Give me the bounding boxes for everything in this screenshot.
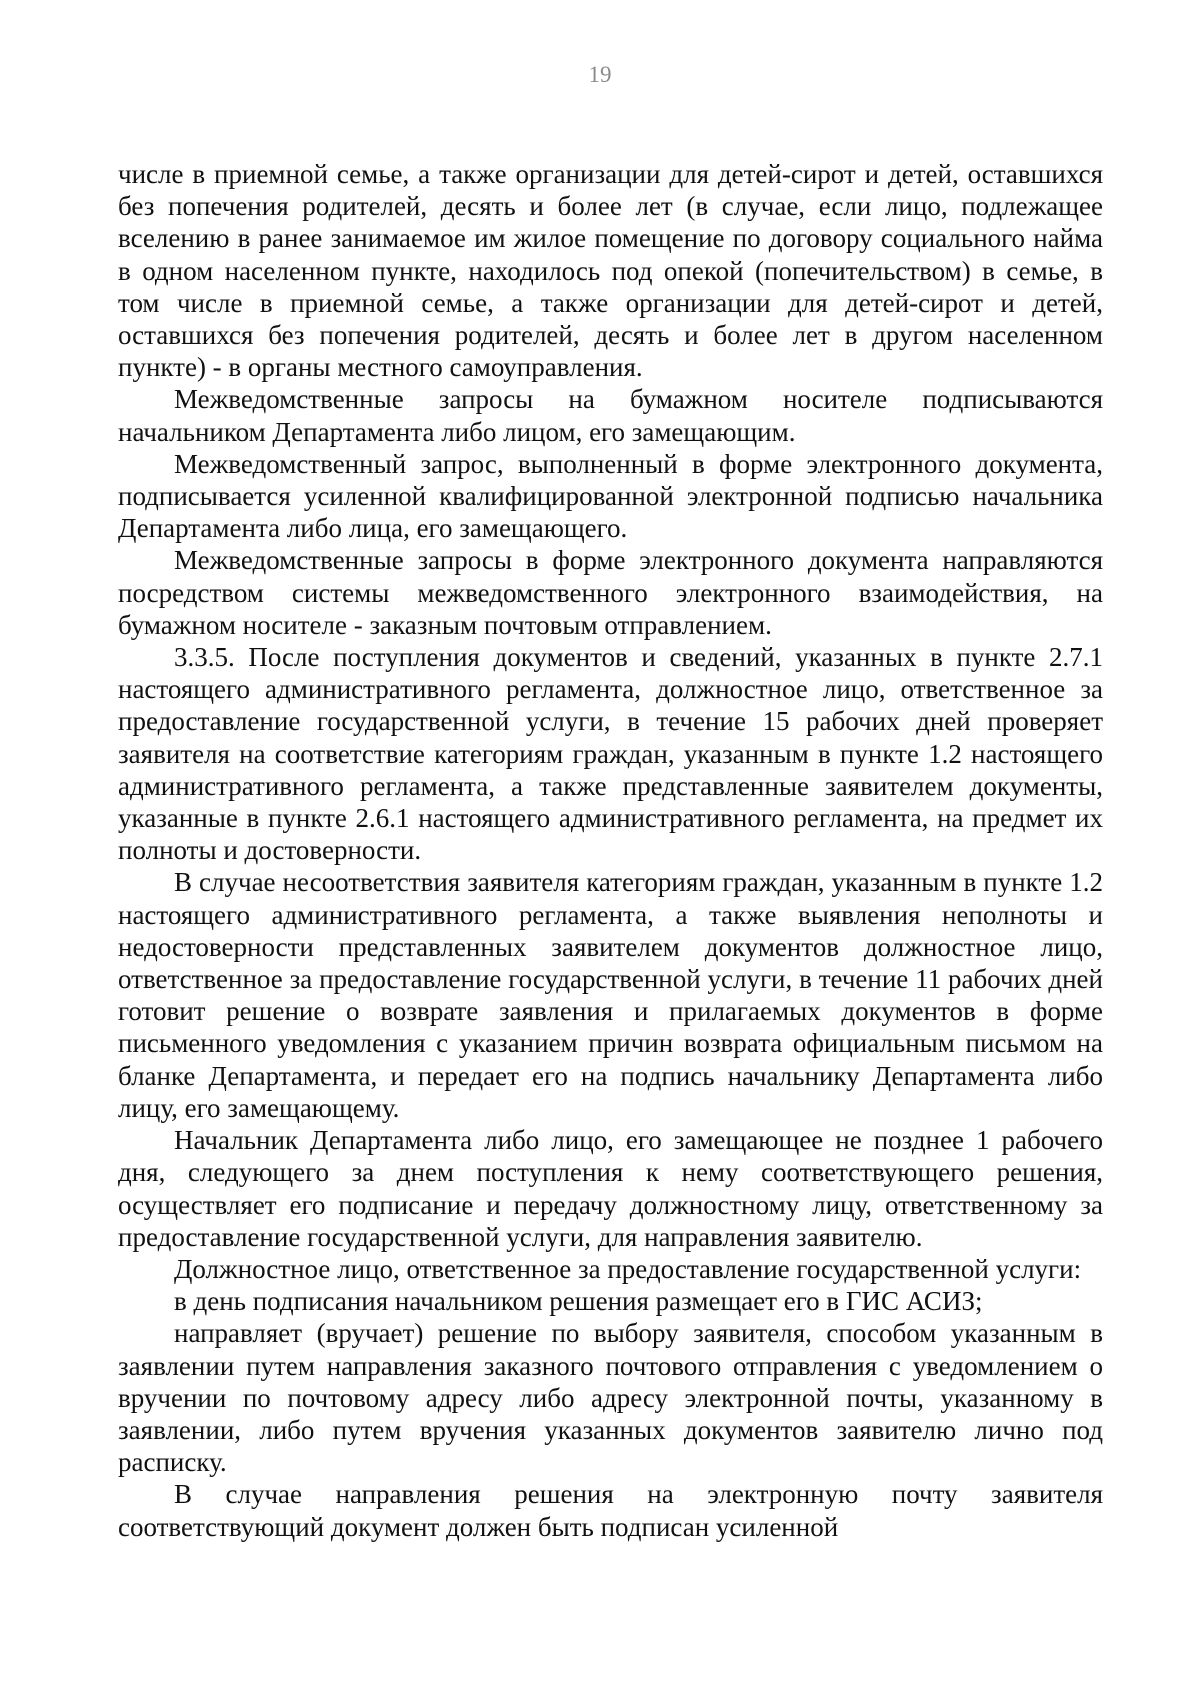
- document-body: [118, 158, 1103, 1543]
- paragraph-3: Межведомственный запрос, выполненный в форме электронного документа, подписывается усиленной квалифицированной электронной подписью начальника Департамента либо лица, его замещающего.: [118, 448, 1103, 544]
- paragraph-11: В случае направления решения на электронную почту заявителя соответствующий документ должен быть подписан усиленной: [118, 1479, 1103, 1542]
- paragraph-7: Начальник Департамента либо лицо, его замещающее не позднее 1 рабочего дня, следующего за днем поступления к нему соответствующего решения, осуществляет его подписание и передачу должностному лицу, ответственному за предоставление государственной услуги, для направления заявителю.: [118, 1125, 1103, 1252]
- paragraph-5: 3.3.5. После поступления документов и сведений, указанных в пункте 2.7.1 настоящего административного регламента, должностное лицо, ответственное за предоставление государственной услуги, в течение 15 рабочих дней проверяет заявителя на соответствие категориям граждан, указанным в пункте 1.2 настоящего административного регламента, а также представленные заявителем документы, указанные в пункте 2.6.1 настоящего административного регламента, на предмет их полноты и достоверности.: [118, 642, 1103, 866]
- paragraph-2: Межведомственные запросы на бумажном носителе подписываются начальником Департамента либо лицом, его замещающим.: [118, 384, 1103, 447]
- paragraph-4: Межведомственные запросы в форме электронного документа направляются посредством системы межведомственного электронного взаимодействия, на бумажном носителе - заказным почтовым отправлением.: [118, 545, 1103, 640]
- paragraph-9: в день подписания начальником решения размещает его в ГИС АСИЗ;: [174, 1286, 983, 1317]
- paragraph-10: направляет (вручает) решение по выбору заявителя, способом указанным в заявлении путем направления заказного почтового отправления с уведомлением о вручении по почтовому адресу либо адресу электронной почты, указанному в заявлении, либо путем вручения указанных документов заявителю лично под расписку.: [118, 1318, 1103, 1478]
- paragraph-8: Должностное лицо, ответственное за предоставление государственной услуги:: [174, 1253, 1082, 1284]
- page-number: 19: [588, 62, 612, 87]
- paragraph-6: В случае несоответствия заявителя категориям граждан, указанным в пункте 1.2 настоящего административного регламента, а также выявления неполноты и недостоверности представленных заявителем документов должностное лицо, ответственное за предоставление государственной услуги, в течение 11 рабочих дней готовит решение о возврате заявления и прилагаемых документов в форме письменного уведомления с указанием причин возврата официальным письмом на бланке Департамента, и передает его на подпись начальнику Департамента либо лицу, его замещающему.: [118, 867, 1103, 1123]
- paragraph-1: числе в приемной семье, а также организации для детей-сирот и детей, оставшихся без попечения родителей, десять и более лет (в случае, если лицо, подлежащее вселению в ранее занимаемое им жилое помещение по договору социального найма в одном населенном пункте, находилось под опекой (попечительством) в семье, в том числе в приемной семье, а также организации для детей-сирот и детей, оставшихся без попечения родителей, десять и более лет в другом населенном пункте) - в органы местного самоуправления.: [118, 159, 1103, 383]
